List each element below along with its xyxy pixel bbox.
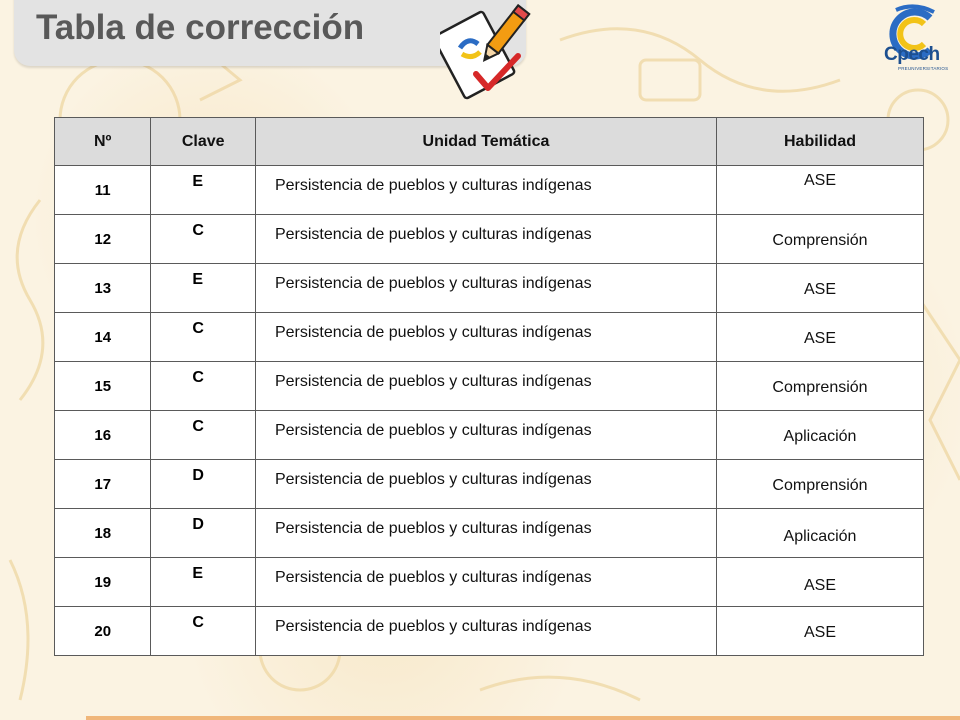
key-cell	[151, 215, 256, 264]
correction-table	[54, 117, 924, 656]
column-header-unit: Unidad Temática	[255, 118, 716, 166]
page-title: Tabla de corrección	[36, 8, 365, 47]
question-number: 19	[94, 574, 112, 591]
number-cell	[55, 166, 151, 215]
skill-cell	[716, 215, 923, 264]
thematic-unit: Persistencia de pueblos y culturas indígenas	[274, 177, 592, 194]
unit-cell	[255, 558, 716, 607]
question-number: 17	[94, 476, 112, 493]
thematic-unit: Persistencia de pueblos y culturas indígenas	[274, 520, 592, 537]
unit-cell	[255, 411, 716, 460]
unit-cell	[255, 509, 716, 558]
thematic-unit: Persistencia de pueblos y culturas indígenas	[274, 226, 592, 243]
skill: Aplicación	[783, 528, 857, 545]
skill: Comprensión	[772, 232, 868, 249]
number-cell	[55, 411, 151, 460]
key-cell	[151, 558, 256, 607]
question-number: 18	[94, 525, 112, 542]
skill: ASE	[803, 172, 836, 189]
thematic-unit: Persistencia de pueblos y culturas indígenas	[274, 324, 592, 341]
skill-cell	[716, 460, 923, 509]
unit-cell	[255, 166, 716, 215]
number-cell	[55, 460, 151, 509]
table-row	[55, 558, 924, 607]
logo-text: Cpech	[884, 44, 940, 65]
answer-key: E	[192, 565, 204, 582]
skill: ASE	[803, 624, 836, 641]
skill: ASE	[803, 577, 836, 594]
table-header-row	[55, 118, 924, 166]
table-row	[55, 166, 924, 215]
key-cell	[151, 362, 256, 411]
answer-key: E	[192, 173, 204, 190]
skill-cell	[716, 509, 923, 558]
answer-key: D	[192, 467, 204, 484]
skill: ASE	[803, 281, 836, 298]
answer-key: D	[192, 516, 204, 533]
skill-cell	[716, 558, 923, 607]
question-number: 12	[94, 231, 112, 248]
question-number: 14	[94, 329, 112, 346]
skill-cell	[716, 313, 923, 362]
key-cell	[151, 509, 256, 558]
table-row	[55, 607, 924, 656]
question-number: 13	[94, 280, 112, 297]
table-row	[55, 264, 924, 313]
answer-key: C	[192, 418, 204, 435]
skill: Comprensión	[772, 379, 868, 396]
skill-cell	[716, 166, 923, 215]
column-header-number: Nº	[55, 118, 151, 166]
column-header-skill: Habilidad	[716, 118, 923, 166]
thematic-unit: Persistencia de pueblos y culturas indígenas	[274, 275, 592, 292]
number-cell	[55, 607, 151, 656]
column-header-key: Clave	[151, 118, 256, 166]
thematic-unit: Persistencia de pueblos y culturas indígenas	[274, 373, 592, 390]
checklist-pencil-icon	[440, 0, 532, 104]
unit-cell	[255, 607, 716, 656]
footer-accent-line	[86, 716, 960, 720]
number-cell	[55, 264, 151, 313]
skill-cell	[716, 607, 923, 656]
table-row	[55, 362, 924, 411]
table-row	[55, 313, 924, 362]
number-cell	[55, 215, 151, 264]
skill-cell	[716, 264, 923, 313]
answer-key: C	[192, 369, 204, 386]
skill-cell	[716, 411, 923, 460]
key-cell	[151, 411, 256, 460]
table-row	[55, 411, 924, 460]
thematic-unit: Persistencia de pueblos y culturas indígenas	[274, 618, 592, 635]
unit-cell	[255, 215, 716, 264]
number-cell	[55, 509, 151, 558]
number-cell	[55, 558, 151, 607]
table-row	[55, 215, 924, 264]
answer-key: C	[192, 222, 204, 239]
question-number: 15	[94, 378, 112, 395]
thematic-unit: Persistencia de pueblos y culturas indígenas	[274, 569, 592, 586]
key-cell	[151, 607, 256, 656]
unit-cell	[255, 460, 716, 509]
key-cell	[151, 264, 256, 313]
answer-key: E	[192, 271, 204, 288]
unit-cell	[255, 264, 716, 313]
number-cell	[55, 362, 151, 411]
question-number: 20	[94, 623, 112, 640]
number-cell	[55, 313, 151, 362]
answer-key: C	[192, 614, 204, 631]
thematic-unit: Persistencia de pueblos y culturas indígenas	[274, 422, 592, 439]
skill-cell	[716, 362, 923, 411]
logo-subtext: PREUNIVERSITARIOS	[898, 66, 949, 71]
key-cell	[151, 166, 256, 215]
unit-cell	[255, 362, 716, 411]
key-cell	[151, 460, 256, 509]
table-row	[55, 509, 924, 558]
table-row	[55, 460, 924, 509]
question-number: 16	[94, 427, 112, 444]
answer-key: C	[192, 320, 204, 337]
skill: ASE	[803, 330, 836, 347]
unit-cell	[255, 313, 716, 362]
question-number: 11	[94, 182, 111, 199]
thematic-unit: Persistencia de pueblos y culturas indígenas	[274, 471, 592, 488]
skill: Aplicación	[783, 428, 857, 445]
key-cell	[151, 313, 256, 362]
skill: Comprensión	[772, 477, 868, 494]
